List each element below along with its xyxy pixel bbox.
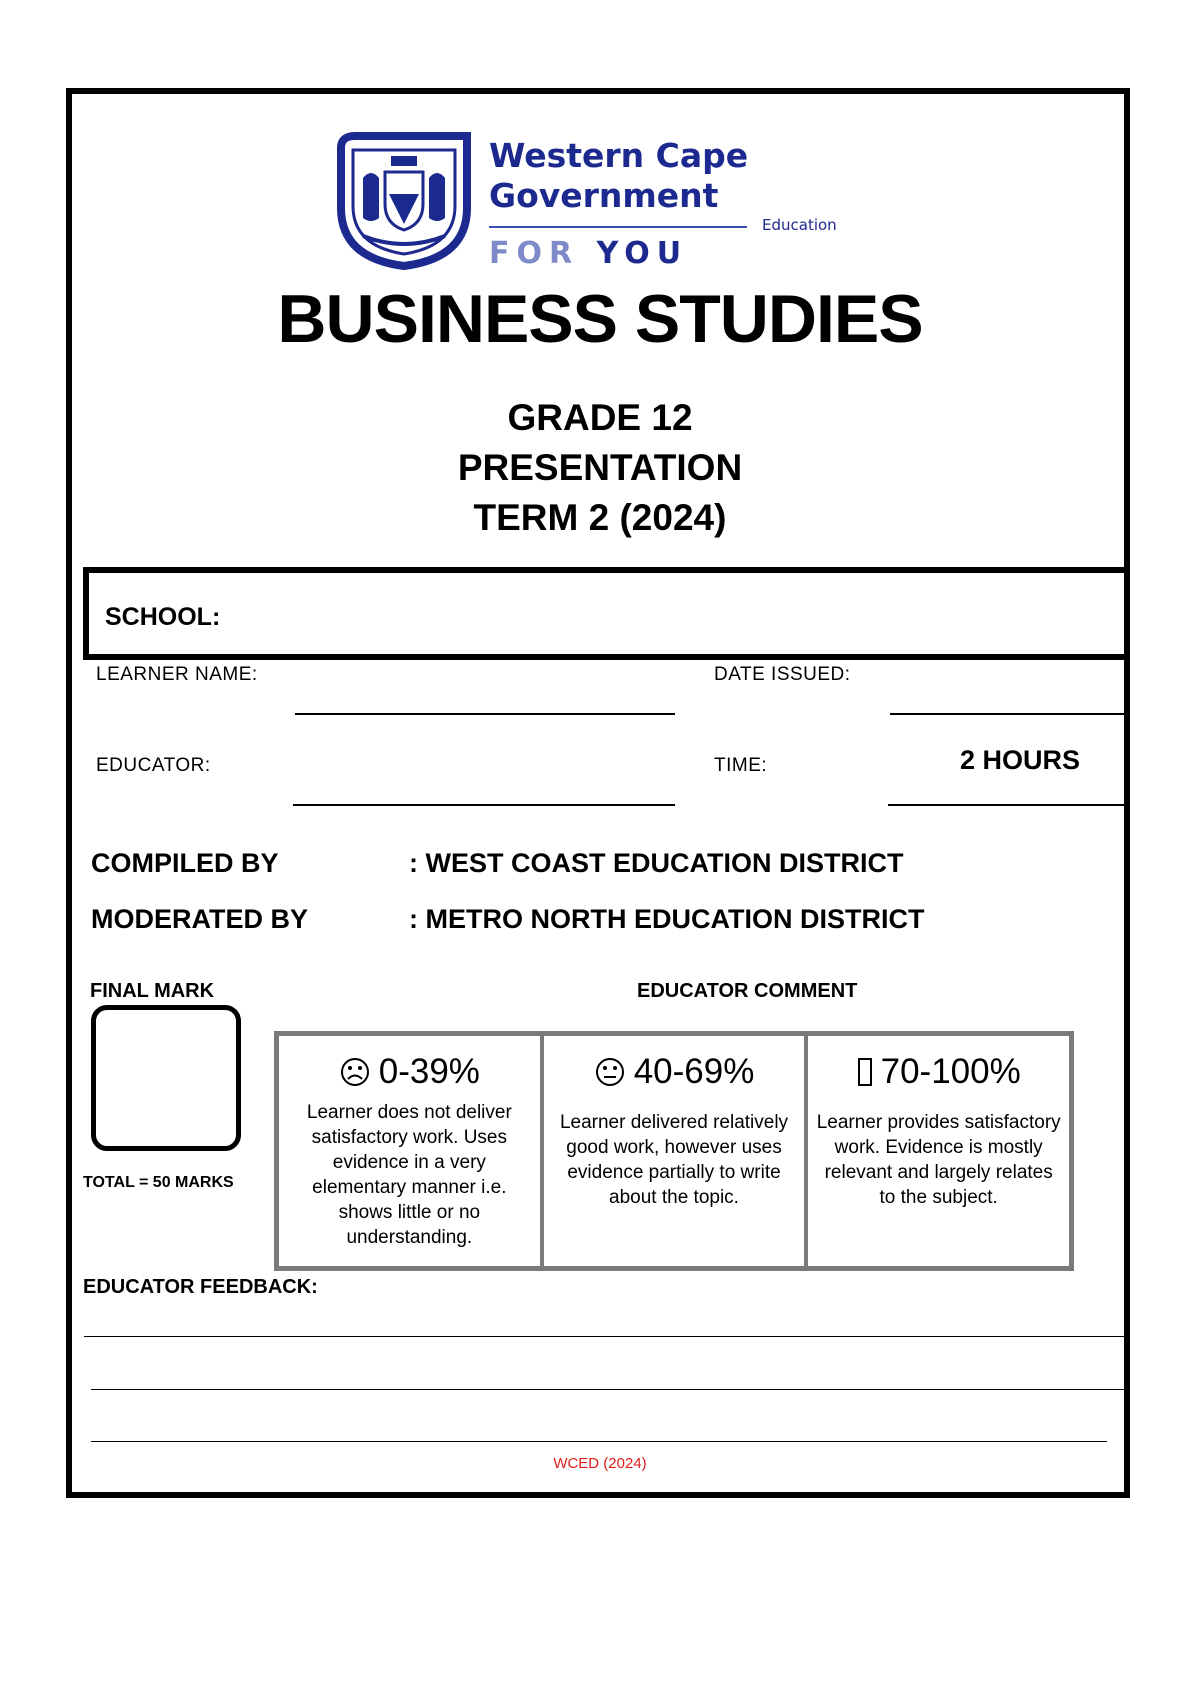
subtitle-grade: GRADE 12 bbox=[507, 397, 693, 438]
school-field[interactable] bbox=[83, 567, 1130, 660]
rubric-description: Learner does not deliver satisfactory work. Uses evidence in a very elementary manner i.e. shows little or no understanding. bbox=[306, 1102, 512, 1248]
rubric-range: 0-39% bbox=[378, 1052, 480, 1091]
logo-line-2: Government bbox=[489, 176, 719, 215]
time-label: TIME: bbox=[714, 755, 768, 776]
compiled-by-value: : WEST COAST EDUCATION DISTRICT bbox=[409, 848, 904, 878]
feedback-line-2[interactable] bbox=[91, 1389, 1130, 1390]
educator-comment-label: EDUCATOR COMMENT bbox=[637, 980, 858, 1002]
moderated-by-value: : METRO NORTH EDUCATION DISTRICT bbox=[409, 904, 925, 934]
coat-of-arms-logo bbox=[333, 128, 475, 270]
school-label: SCHOOL: bbox=[105, 603, 221, 631]
logo-tagline bbox=[489, 236, 688, 271]
rubric-description: Learner delivered relatively good work, however uses evidence partially to write about the topic. bbox=[559, 1112, 789, 1208]
final-mark-box[interactable] bbox=[91, 1005, 241, 1151]
rubric-cell-high bbox=[808, 1036, 1069, 1266]
footer-copyright: WCED (2024) bbox=[553, 1455, 647, 1472]
total-marks: TOTAL = 50 MARKS bbox=[83, 1174, 234, 1191]
rubric-range-row bbox=[552, 1052, 797, 1092]
final-mark-label: FINAL MARK bbox=[90, 980, 215, 1002]
subtitle-term: TERM 2 (2024) bbox=[473, 497, 727, 538]
rubric-table bbox=[274, 1031, 1074, 1271]
logo-wordmark bbox=[489, 136, 748, 216]
feedback-line-3[interactable] bbox=[91, 1441, 1107, 1442]
time-value: 2 HOURS bbox=[960, 745, 1081, 775]
rubric-cell-low bbox=[279, 1036, 540, 1266]
logo-tagline-you: YOU bbox=[596, 236, 689, 271]
rubric-cell-mid bbox=[544, 1036, 805, 1266]
neutral-face-icon bbox=[594, 1056, 626, 1088]
missing-glyph-icon bbox=[857, 1057, 873, 1087]
sad-face-icon bbox=[339, 1056, 371, 1088]
logo-line-1: Western Cape bbox=[489, 136, 749, 175]
time-line bbox=[888, 804, 1126, 806]
rubric-range: 70-100% bbox=[880, 1052, 1021, 1091]
date-issued-line[interactable] bbox=[890, 713, 1126, 715]
learner-name-label: LEARNER NAME: bbox=[96, 664, 258, 685]
document-title: BUSINESS STUDIES bbox=[277, 281, 923, 357]
rubric-range: 40-69% bbox=[633, 1052, 755, 1091]
learner-name-line[interactable] bbox=[295, 713, 675, 715]
logo-education-label: Education bbox=[762, 216, 837, 234]
date-issued-label: DATE ISSUED: bbox=[714, 664, 851, 685]
educator-feedback-label: EDUCATOR FEEDBACK: bbox=[83, 1276, 318, 1298]
logo-divider bbox=[489, 226, 747, 228]
rubric-range-row bbox=[287, 1052, 532, 1092]
educator-label: EDUCATOR: bbox=[96, 755, 211, 776]
logo-tagline-for: FOR bbox=[489, 236, 580, 271]
educator-line[interactable] bbox=[293, 804, 675, 806]
rubric-range-row bbox=[816, 1052, 1061, 1092]
rubric-description: Learner provides satisfactory work. Evidence is mostly relevant and largely relates to the subject. bbox=[816, 1112, 1061, 1208]
subtitle-type: PRESENTATION bbox=[457, 447, 743, 488]
compiled-by-label: COMPILED BY bbox=[91, 848, 279, 878]
feedback-line-1[interactable] bbox=[84, 1336, 1128, 1337]
moderated-by-label: MODERATED BY bbox=[91, 904, 309, 934]
